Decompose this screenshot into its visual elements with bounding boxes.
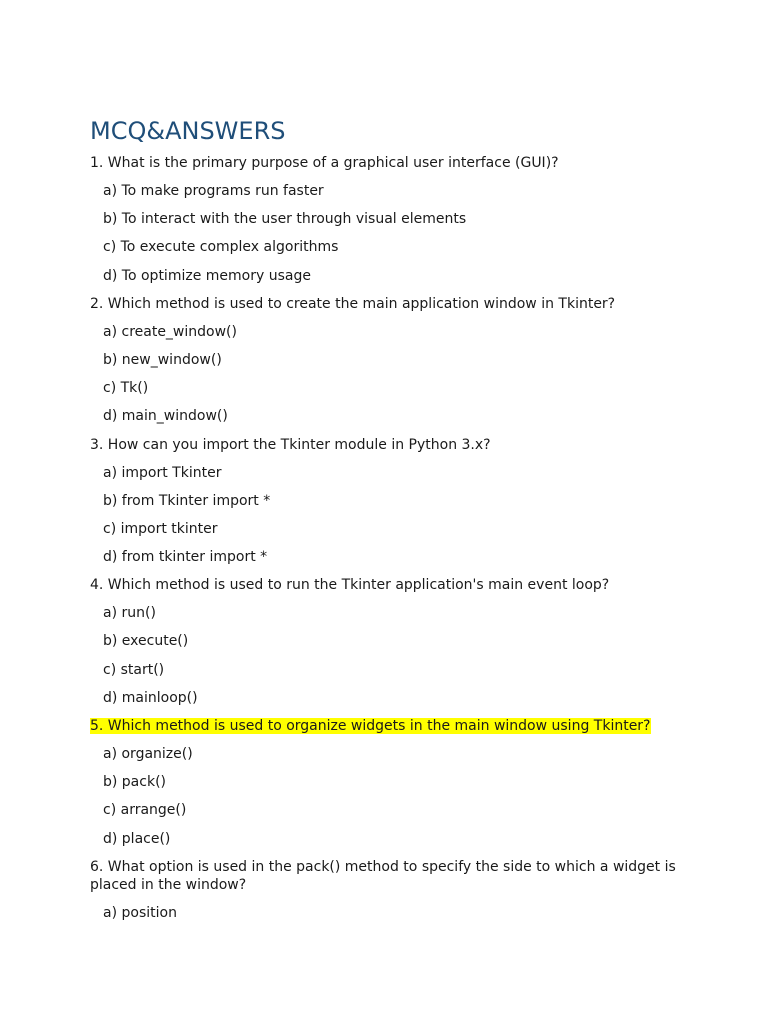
- question-block-4: [90, 576, 680, 707]
- question-1-option-a: a) To make programs run faster: [103, 183, 324, 199]
- question-6: 6. What option is used in the pack() method to specify the side to which a widget is placed in the window?: [90, 858, 676, 893]
- question-5-option-d: d) place(): [103, 830, 171, 847]
- question-5: [90, 717, 680, 735]
- document-page: [90, 114, 680, 932]
- question-3-option-c: c) import tkinter: [103, 520, 218, 537]
- question-4-option-a: a) run(): [103, 605, 156, 622]
- question-4-option-d: d) mainloop(): [103, 689, 198, 706]
- highlighted-question-text: 5. Which method is used to organize widgets in the main window using Tkinter?: [90, 718, 651, 734]
- question-5-option-c: c) arrange(): [103, 802, 187, 819]
- question-3-option-a: a) import Tkinter: [103, 464, 222, 481]
- question-4-option-c: c) start(): [103, 661, 165, 678]
- question-block-3: [90, 436, 680, 567]
- question-2-option-a: a) create_window(): [103, 323, 237, 340]
- question-2-option-d: d) main_window(): [103, 408, 228, 425]
- question-2-option-b: b) new_window(): [103, 351, 222, 368]
- question-5-option-a: a) organize(): [103, 746, 193, 762]
- question-1-option-b: b) To interact with the user through visual elements: [103, 211, 467, 228]
- document-title: MCQ&ANSWERS: [90, 117, 286, 145]
- question-1: 1. What is the primary purpose of a graphical user interface (GUI)?: [90, 155, 559, 171]
- question-3-option-b: b) from Tkinter import *: [103, 492, 271, 509]
- question-2: 2. Which method is used to create the main application window in Tkinter?: [90, 295, 616, 312]
- question-block-6: [90, 858, 680, 922]
- question-3: 3. How can you import the Tkinter module in Python 3.x?: [90, 436, 491, 453]
- question-4-option-b: b) execute(): [103, 633, 189, 650]
- question-6-option-a: a) position: [103, 904, 177, 921]
- question-1-option-d: d) To optimize memory usage: [103, 267, 311, 284]
- question-block-5: [90, 717, 680, 848]
- question-3-option-d: d) from tkinter import *: [103, 549, 268, 566]
- question-2-option-c: c) Tk(): [103, 380, 149, 397]
- question-block-2: [90, 295, 680, 426]
- question-block-1: [90, 154, 680, 285]
- question-1-option-c: c) To execute complex algorithms: [103, 239, 339, 256]
- question-5-option-b: b) pack(): [103, 774, 166, 791]
- question-4: 4. Which method is used to run the Tkinter application's main event loop?: [90, 577, 610, 594]
